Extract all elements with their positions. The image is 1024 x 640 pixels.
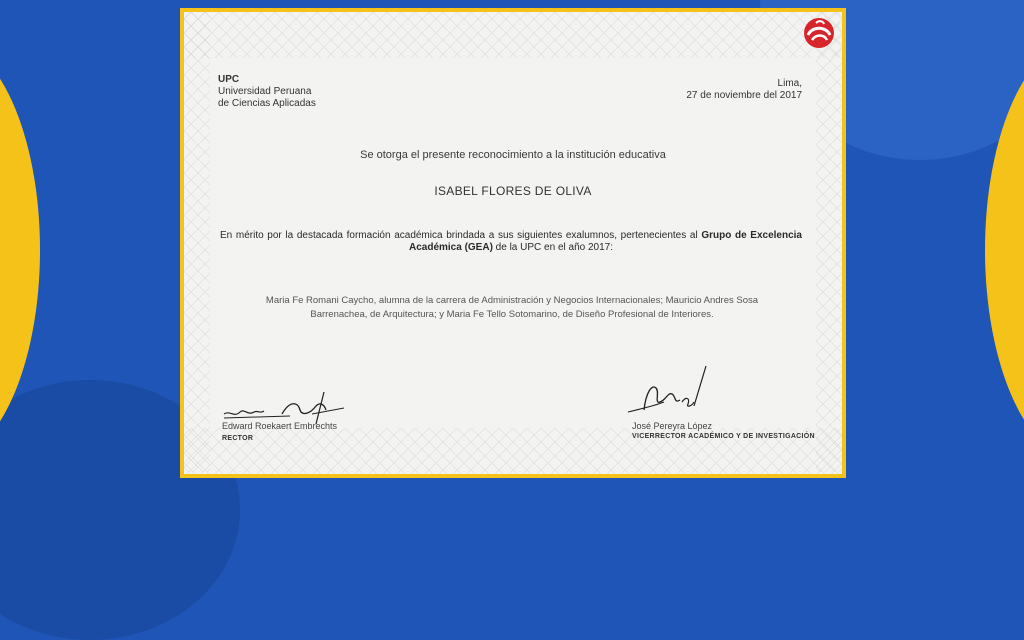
vicerrector-name: José Pereyra López [632,421,713,431]
recipient-name: ISABEL FLORES DE OLIVA [434,184,592,198]
decorative-pattern-left [184,12,210,472]
merit-paragraph [220,230,802,254]
certificate-frame [180,8,846,478]
decorative-pattern-top [184,12,842,58]
students-paragraph: Maria Fe Romani Caycho, alumna de la carrera de Administración y Negocios Internacionales; Mauricio Andres Sosa Barrenachea, de Arquitectura; y Maria Fe Tello Sotomarino, de Diseño Profesional de Interiores. [265,295,759,320]
decorative-pattern-right [816,12,842,472]
rector-signature-icon [220,384,350,424]
certificate-paper [184,12,842,474]
institution-abbr: UPC [218,74,240,85]
vicerrector-signature-icon [624,362,724,420]
merit-bold: Grupo de Excelencia Académica (GEA) [408,230,802,253]
merit-after: de la UPC en el año 2017: [492,242,613,253]
intro-text: Se otorga el presente reconocimiento a la institución educativa [360,149,666,161]
rector-name: Edward Roekaert Embrechts [222,421,338,431]
merit-before: En mérito por la destacada formación académica brindada a sus siguientes exalumnos, pertenecientes al [220,230,702,241]
institution-block [218,74,316,110]
institution-line2: de Ciencias Aplicadas [218,98,316,109]
upc-logo-icon [802,16,836,50]
vicerrector-role: VICERRECTOR ACADÉMICO Y DE INVESTIGACIÓN [632,433,815,440]
institution-line1: Universidad Peruana [218,86,312,97]
date-place: Lima, [777,78,802,89]
rector-role: RECTOR [222,435,254,442]
date-block [686,78,802,102]
date-text: 27 de noviembre del 2017 [686,90,802,101]
